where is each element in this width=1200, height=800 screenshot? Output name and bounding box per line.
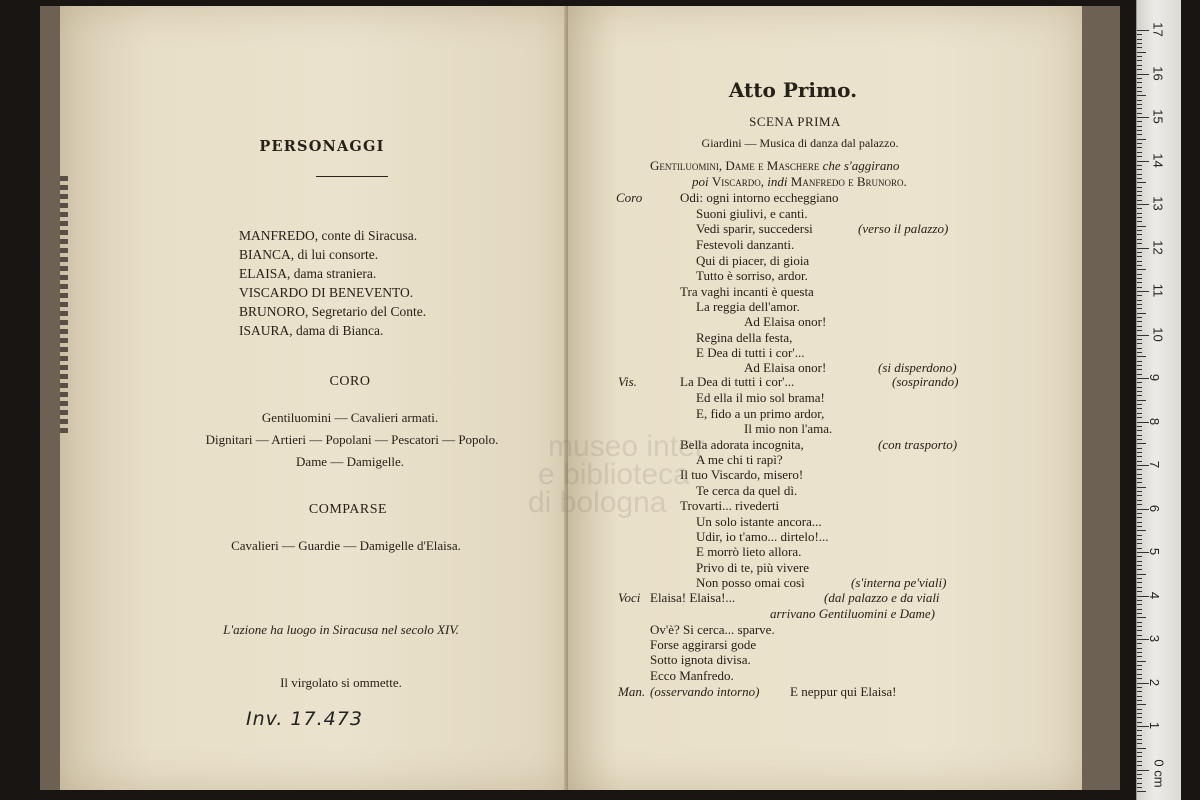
ruler-tick [1137,513,1142,514]
ruler-tick [1137,30,1149,31]
ruler-tick [1137,261,1142,262]
verse-line: La reggia dell'amor. [696,299,800,314]
ruler-tick [1137,761,1142,762]
stage-direction: (verso il palazzo) [858,221,949,236]
ruler-tick [1137,561,1142,562]
watermark-text: di bologna [528,486,667,519]
ruler-number: 10 [1150,326,1166,342]
ruler-number: 4 [1147,591,1163,599]
cast-item: BRUNORO, Segretario del Conte. [239,304,427,319]
ruler-tick [1137,200,1142,201]
ruler-tick [1137,722,1142,723]
ruler-unit: 0 cm [1151,759,1167,788]
verse-line: Trovarti... rivederti [680,498,780,513]
verse-line: Sotto ignota divisa. [650,652,751,667]
ruler-number: 11 [1150,283,1166,298]
verse-line: Ad Elaisa onor! [744,360,827,375]
ruler-tick [1137,382,1142,383]
ruler-tick [1137,543,1142,544]
entrance-line: Gentiluomini, Dame e Maschere che s'aggirano [650,158,900,173]
ruler-tick [1137,717,1142,718]
ruler-tick [1137,374,1142,375]
ruler-tick [1137,391,1142,392]
setting-note: L'azione ha luogo in Siracusa nel secolo XIV. [223,622,459,637]
ruler-tick [1137,78,1142,79]
stage-direction: (con trasporto) [878,437,958,452]
verse-line: Ad Elaisa onor! [744,314,827,329]
ruler-tick [1137,587,1142,588]
comparse-heading: COMPARSE [308,502,388,517]
ruler-tick [1137,147,1142,148]
verse-line: Forse aggirarsi gode [650,637,757,652]
stage-direction: (osservando intorno) [650,684,760,699]
ruler-tick [1137,696,1142,697]
ruler-tick [1137,565,1142,566]
ruler-tick [1137,352,1142,353]
stage-direction: arrivano Gentiluomini e Dame) [770,606,936,621]
verse-line: Regina della festa, [696,330,793,345]
ruler-tick [1137,387,1142,388]
ruler-tick [1137,82,1142,83]
ruler-tick [1137,535,1142,536]
ruler-tick [1137,130,1142,131]
ruler-tick [1137,678,1142,679]
verse-line: Il mio non l'ama. [744,421,833,436]
watermark-text: museo inter [548,430,705,463]
verse-line: Elaisa! Elaisa!... [650,590,736,605]
title-rule [316,176,388,177]
ruler-number: 6 [1147,504,1163,512]
coro-heading: CORO [329,374,371,389]
ruler-tick [1137,230,1142,231]
ruler-tick [1137,574,1146,575]
ruler-tick [1137,756,1142,757]
ruler-tick [1137,287,1142,288]
ruler-tick [1137,730,1142,731]
ruler-tick [1137,435,1142,436]
verse-line: La Dea di tutti i cor'... [680,374,795,389]
cast-item: VISCARDO DI BENEVENTO. [239,285,414,300]
ruler-tick [1137,335,1149,336]
ruler-number: 2 [1147,678,1163,686]
ruler-tick [1137,365,1142,366]
verse-line: Ed ella il mio sol brama! [696,390,825,405]
ruler-tick [1137,648,1142,649]
ruler-tick [1137,617,1146,618]
ruler-tick [1137,126,1142,127]
comparse-line: Cavalieri — Guardie — Damigelle d'Elaisa. [231,538,461,553]
ruler-tick [1137,60,1142,61]
ruler-tick [1137,656,1142,657]
speaker-label: Vis. [618,374,637,389]
ruler-tick [1137,256,1142,257]
ruler-tick [1137,265,1142,266]
ruler-tick [1137,700,1142,701]
ruler-tick [1137,248,1149,249]
ruler-tick [1137,56,1142,57]
ruler-tick [1137,239,1142,240]
ruler-tick [1137,600,1142,601]
ruler-tick [1137,47,1142,48]
ruler-tick [1137,321,1142,322]
ruler-tick [1137,469,1142,470]
ruler-tick [1137,787,1142,788]
ruler-tick [1137,613,1142,614]
ruler-tick [1137,408,1142,409]
speaker-label: Voci [618,590,641,605]
verse-line: Ecco Manfredo. [650,668,734,683]
entrance-line: poi Viscardo, indi Manfredo e Brunoro. [692,174,907,189]
ruler-tick [1137,448,1142,449]
ruler-tick [1137,665,1142,666]
ruler-tick [1137,765,1142,766]
ruler-tick [1137,461,1142,462]
ruler-tick [1137,652,1142,653]
ruler-tick [1137,791,1146,792]
ruler-tick [1137,491,1142,492]
ruler-tick [1137,34,1142,35]
verse-line: Un solo istante ancora... [696,514,822,529]
watermark-text: e biblioteca [538,458,690,491]
cast-item: ELAISA, dama straniera. [239,266,377,281]
verse-line: Udir, io t'amo... dirtelo!... [696,529,829,544]
ruler-tick [1137,548,1142,549]
ruler-tick [1137,348,1142,349]
ruler-tick [1137,178,1142,179]
ruler-tick [1137,152,1142,153]
ruler-tick [1137,191,1142,192]
ruler-tick [1137,226,1146,227]
ruler-tick [1137,234,1142,235]
ruler-tick [1137,495,1142,496]
ruler-tick [1137,709,1142,710]
ruler-tick [1137,539,1142,540]
ruler-tick [1137,361,1142,362]
ruler-tick [1137,187,1142,188]
ruler-tick [1137,517,1142,518]
ruler-number: 13 [1150,196,1166,211]
ruler-tick [1137,313,1146,314]
cast-list [239,226,426,340]
ruler-tick [1137,569,1142,570]
ruler-tick [1137,687,1142,688]
ruler-tick [1137,578,1142,579]
ruler-tick [1137,739,1142,740]
open-book [40,6,1120,790]
ruler-tick [1137,713,1142,714]
ruler-tick [1137,783,1142,784]
stage-direction: (s'interna pe'viali) [851,575,947,590]
ruler-tick [1137,39,1142,40]
ruler-tick [1137,104,1142,105]
ruler-tick [1137,300,1142,301]
ruler-tick [1137,778,1142,779]
verse-line: Qui di piacer, di gioia [696,253,810,268]
verse-line: E, fido a un primo ardor, [696,406,825,421]
ruler-tick [1137,274,1142,275]
measurement-ruler [1136,0,1181,800]
verse-line: E Dea di tutti i cor'... [696,345,805,360]
ruler-tick [1137,635,1142,636]
coro-line: Dame — Damigelle. [296,454,404,469]
ruler-tick [1137,169,1142,170]
ruler-tick [1137,174,1142,175]
cast-item: MANFREDO, conte di Siracusa. [239,228,418,243]
ruler-tick [1137,439,1142,440]
ruler-tick [1137,770,1149,771]
ruler-tick [1137,317,1142,318]
ruler-tick [1137,113,1142,114]
ruler-tick [1137,269,1146,270]
verse-line: Suoni giulivi, e canti. [696,206,808,221]
ruler-tick [1137,65,1142,66]
ruler-tick [1137,161,1149,162]
ruler-tick [1137,182,1146,183]
speaker-label: Coro [616,190,643,205]
ruler-tick [1137,630,1142,631]
ruler-tick [1137,308,1142,309]
ruler-tick [1137,482,1142,483]
ruler-tick [1137,95,1146,96]
ruler-number: 15 [1150,109,1166,124]
ruler-tick [1137,165,1142,166]
ruler-tick [1137,52,1146,53]
ruler-tick [1137,556,1142,557]
ruler-tick [1137,609,1142,610]
ruler-number: 16 [1150,65,1166,81]
ruler-tick [1137,156,1142,157]
ruler-tick [1137,591,1142,592]
verse-line: E neppur qui Elaisa! [790,684,897,699]
ruler-tick [1137,208,1142,209]
inventory-handwritten: Inv. 17.473 [246,708,363,730]
ruler-tick [1137,108,1142,109]
ruler-tick [1137,426,1142,427]
right-page [528,6,1082,790]
ruler-tick [1137,217,1142,218]
ruler-tick [1137,430,1142,431]
ruler-tick [1137,443,1146,444]
ruler-number: 7 [1147,460,1163,469]
ruler-tick [1137,69,1142,70]
ruler-tick [1137,456,1142,457]
ruler-tick [1137,326,1142,327]
ruler-tick [1137,139,1146,140]
ruler-tick [1137,204,1149,205]
ruler-tick [1137,417,1142,418]
ruler-tick [1137,452,1142,453]
verse-line: E morrò lieto allora. [696,544,802,559]
ruler-tick [1137,774,1142,775]
ruler-tick [1137,304,1142,305]
ruler-tick [1137,474,1142,475]
verse-line: Privo di te, più vivere [696,560,810,575]
page-title: PERSONAGGI [259,138,385,155]
ruler-tick [1137,752,1142,753]
ruler-tick [1137,43,1142,44]
verse-line: Vedi sparir, succedersi [696,221,813,236]
coro-line: Gentiluomini — Cavalieri armati. [261,410,439,425]
ruler-tick [1137,356,1146,357]
ruler-tick [1137,674,1142,675]
ruler-tick [1137,661,1146,662]
ruler-tick [1137,478,1142,479]
stage-direction: (dal palazzo e da viali [824,590,940,605]
verse-line: A me chi ti rapì? [696,452,783,467]
ruler-tick [1137,704,1146,705]
ruler-tick [1137,330,1142,331]
ruler-tick [1137,626,1142,627]
ruler-tick [1137,400,1146,401]
ruler-tick [1137,278,1142,279]
ruler-tick [1137,643,1142,644]
ruler-tick [1137,343,1142,344]
ruler-tick [1137,282,1142,283]
ruler-tick [1137,134,1142,135]
ruler-tick [1137,413,1142,414]
ruler-number: 8 [1147,417,1163,425]
ruler-tick [1137,195,1142,196]
ruler-tick [1137,295,1142,296]
ruler-tick [1137,735,1142,736]
ruler-tick [1137,487,1146,488]
ruler-tick [1137,243,1142,244]
left-page [60,6,570,790]
ruler-tick [1137,100,1142,101]
ruler-tick [1137,291,1149,292]
scene-title: SCENA PRIMA [749,114,841,129]
ruler-number: 12 [1150,239,1166,255]
ruler-number: 3 [1147,634,1163,643]
ruler-tick [1137,121,1142,122]
stage-direction: (sospirando) [892,374,959,389]
ruler-tick [1137,622,1142,623]
ruler-tick [1137,252,1142,253]
act-title: Atto Primo. [728,78,858,102]
ruler-number: 5 [1147,547,1163,556]
ruler-tick [1137,339,1142,340]
ruler-tick [1137,500,1142,501]
ruler-tick [1137,526,1142,527]
verse-line: Festevoli danzanti. [696,237,795,252]
verse-line: Bella adorata incognita, [680,437,804,452]
scene-description: Giardini — Musica di danza dal palazzo. [701,136,899,150]
ruler-tick [1137,221,1142,222]
ruler-tick [1137,143,1142,144]
verse-line: Ov'è? Si cerca... sparve. [650,622,775,637]
verse-line: Non posso omai così [696,575,805,590]
speaker-label: Man. [618,684,646,699]
ruler-tick [1137,504,1142,505]
ruler-number: 1 [1147,721,1163,730]
stage-direction: (si disperdono) [878,360,957,375]
ruler-number: 9 [1147,373,1163,382]
coro-line: Dignitari — Artieri — Popolani — Pescatori — Popolo. [205,432,499,447]
verse-line: Tutto è sorriso, ardor. [696,268,808,283]
ruler-number: 14 [1150,152,1166,168]
ruler-tick [1137,91,1142,92]
verse-line: Il tuo Viscardo, misero! [680,467,804,482]
ruler-tick [1137,748,1146,749]
ruler-tick [1137,404,1142,405]
ruler-tick [1137,743,1142,744]
verse-line: Te cerca da quel dì. [696,483,798,498]
ruler-number: 17 [1150,22,1166,37]
ruler-tick [1137,87,1142,88]
spine-stamp-fragment [60,176,68,436]
cast-item: BIANCA, di lui consorte. [239,247,379,262]
verse-line: Tra vaghi incanti è questa [680,284,814,299]
ruler-tick [1137,522,1142,523]
ruler-tick [1137,530,1146,531]
ruler-tick [1137,669,1142,670]
ruler-tick [1137,213,1142,214]
ruler-tick [1137,395,1142,396]
verse-line: Odi: ogni intorno eccheggiano [680,190,839,205]
ruler-tick [1137,582,1142,583]
ruler-tick [1137,691,1142,692]
ruler-tick [1137,369,1142,370]
ruler-tick [1137,117,1149,118]
ruler-tick [1137,74,1149,75]
ruler-tick [1137,604,1142,605]
cast-item: ISAURA, dama di Bianca. [239,323,384,338]
omission-note: Il virgolato si ommette. [280,675,402,690]
